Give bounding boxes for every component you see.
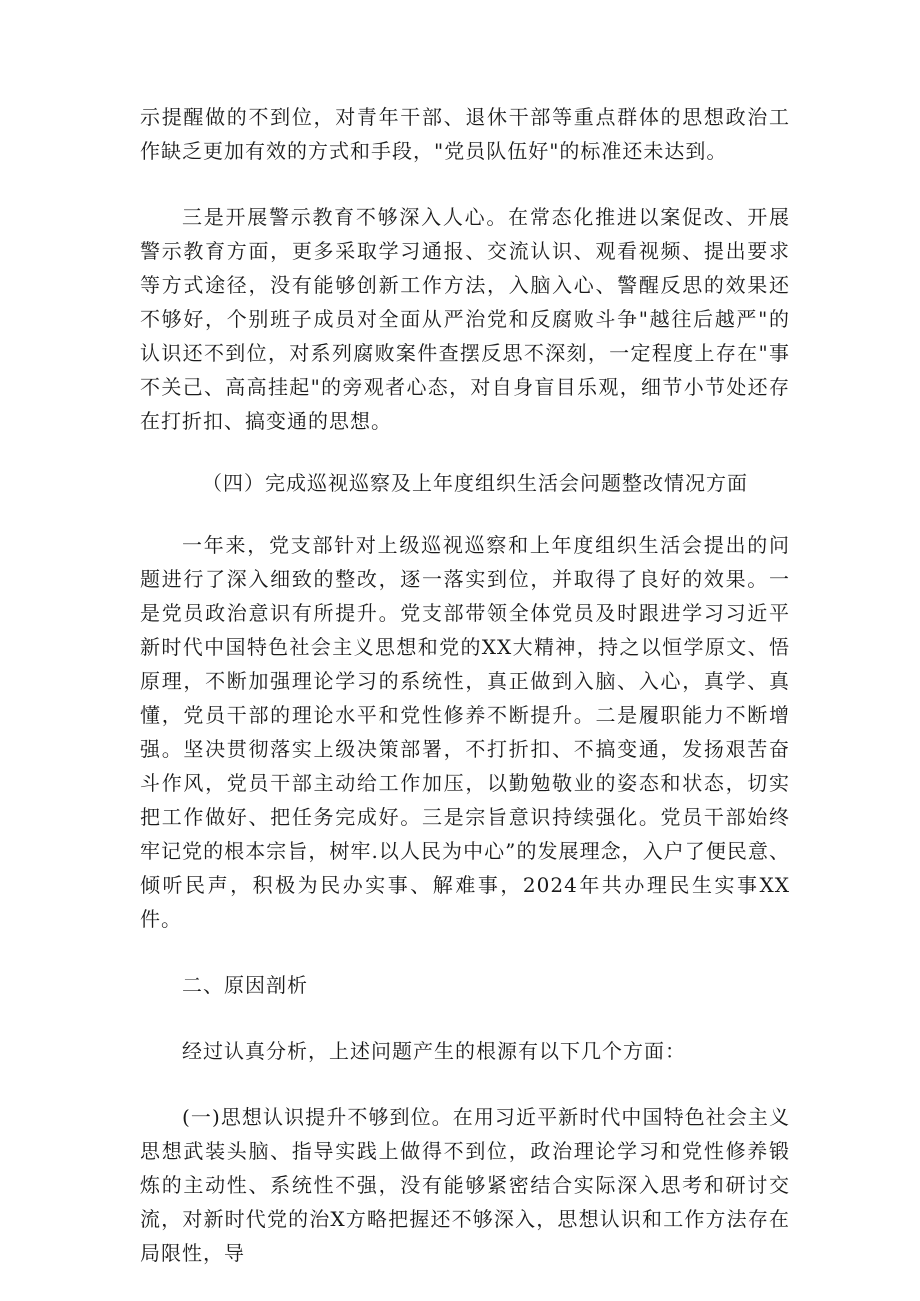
paragraph-ideological-cause: (一)思想认识提升不够到位。在用习近平新时代中国特色社会主义思想武装头脑、指导实践上做得不到位，政治理论学习和党性修养锻炼的主动性、系统性不强，没有能够紧密结合实际深入思考和研讨交流，对新时代党的治X方略把握还不够深入，思想认识和工作方法存在局限性，导	[140, 1105, 790, 1265]
paragraph-continuation: 示提醒做的不到位，对青年干部、退休干部等重点群体的思想政治工作缺乏更加有效的方式和手段，"党员队伍好"的标准还未达到。	[140, 105, 790, 163]
section-heading-cause-analysis: 二、原因剖析	[182, 973, 308, 997]
paragraph-rectification-results: 一年来，党支部针对上级巡视巡察和上年度组织生活会提出的问题进行了深入细致的整改，逐一落实到位，并取得了良好的效果。一是党员政治意识有所提升。党支部带领全体党员及时跟进学习习近平新时代中国特色社会主义思想和党的XX大精神，持之以恒学原文、悟原理，不断加强理论学习的系统性，真正做到入脑、入心，真学、真懂，党员干部的理论水平和党性修养不断提升。二是履职能力不断增强。坚决贯彻落实上级决策部署，不打折扣、不搞变通，发扬艰苦奋斗作风，党员干部主动给工作加压，以勤勉敬业的姿态和状态，切实把工作做好、把任务完成好。三是宗旨意识持续强化。党员干部始终牢记党的根本宗旨，树牢.以人民为中心”的发展理念，入户了便民意、倾听民声，积极为民办实事、解难事，2024年共办理民生实事XX件。	[140, 533, 790, 931]
section-heading-rectification: （四）完成巡视巡察及上年度组织生活会问题整改情况方面	[202, 471, 748, 495]
paragraph-cause-intro: 经过认真分析，上述问题产生的根源有以下几个方面：	[182, 1039, 686, 1063]
paragraph-warning-education: 三是开展警示教育不够深入人心。在常态化推进以案促改、开展警示教育方面，更多采取学习通报、交流认识、观看视频、提出要求等方式途径，没有能够创新工作方法，入脑入心、警醒反思的效果还不够好，个别班子成员对全面从严治党和反腐败斗争"越往后越严"的认识还不到位，对系列腐败案件查摆反思不深刻，一定程度上存在"事不关己、高高挂起"的旁观者心态，对自身盲目乐观，细节小节处还存在打折扣、搞变通的思想。	[140, 205, 790, 433]
document-page	[140, 100, 790, 1270]
